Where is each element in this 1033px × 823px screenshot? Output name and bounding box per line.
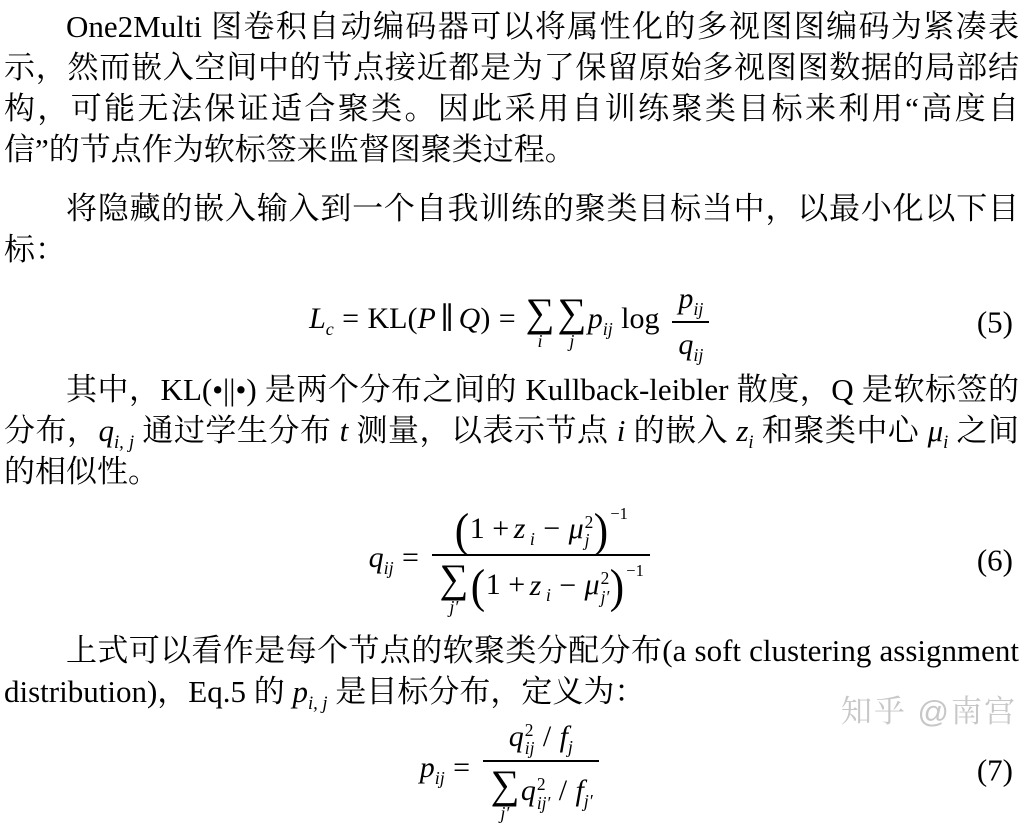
eq5-frac-num: p	[678, 282, 694, 315]
sigma-icon: ∑	[525, 290, 555, 336]
right-paren-icon: )	[610, 560, 625, 614]
eq7-den-sum-limit: j′	[500, 802, 510, 823]
eq5-log: log	[621, 302, 660, 336]
eq7-equals: =	[453, 750, 471, 784]
eq6-den-mu-supsub	[601, 569, 610, 606]
p3-text-2: 通过学生分布	[134, 413, 340, 448]
paragraph-3	[4, 369, 1019, 492]
eq7-body	[419, 719, 603, 823]
eq6-num-z: z	[513, 511, 526, 545]
eq6-den-z: z	[529, 568, 542, 602]
p3-text-6: 之间的相似性。	[4, 413, 1020, 489]
eq7-den-q-sub: ij′	[536, 792, 551, 813]
eq6-q-sub: ij	[383, 557, 394, 578]
eq6-q: q	[368, 540, 384, 574]
sigma-icon: ∑	[439, 556, 469, 602]
p4-text-2: 是目标分布，定义为：	[327, 673, 646, 709]
eq7-den-q-sup: 2	[536, 774, 546, 795]
eq7-den-q: q	[520, 774, 536, 808]
eq6-den-inverse: −1	[626, 560, 644, 580]
eq6-equals: =	[402, 540, 419, 574]
eq5-fraction	[672, 280, 709, 363]
eq6-num-mu-sup: 2	[584, 511, 594, 532]
eq6-num-inverse: −1	[610, 504, 628, 523]
p3-text-4: 的嵌入	[625, 413, 737, 448]
p3-var-mu: μ	[927, 413, 944, 448]
p3-var-q: q	[98, 413, 114, 448]
eq5-frac-den-sub: ij	[693, 344, 704, 365]
eq5-KL: KL(	[367, 302, 418, 336]
left-paren-icon: (	[454, 503, 469, 557]
eq7-den-sum	[490, 762, 520, 823]
eq7-den-f-sub: j′	[583, 791, 593, 812]
p3-text-1: 其中，KL(•||•) 是两个分布之间的 Kullback-leibler 散度，Q 是软标签的分布，	[4, 372, 1019, 448]
paragraph-1: One2Multi 图卷积自动编码器可以将属性化的多视图图编码为紧凑表示，然而嵌入空间中的节点接近都是为了保留原始多视图图数据的局部结构，可能无法保证适合聚类。因此采用自训练聚类目标来利用“高度自信”的节点作为软标签来监督图聚类过程。	[4, 9, 1019, 167]
eq5-parallel: ∥	[440, 302, 455, 336]
eq6-den-mu-sub: j′	[600, 586, 610, 607]
p3-var-z: z	[736, 413, 749, 448]
paragraph-2: 将隐藏的嵌入输入到一个自我训练的聚类目标当中，以最小化以下目标：	[4, 191, 1019, 267]
eq7-den-slash: /	[558, 774, 568, 808]
equation-6	[4, 504, 1019, 616]
p3-var-i: i	[616, 413, 626, 448]
eq6-den-sum	[439, 556, 469, 617]
eq6-num-mu: μ	[568, 511, 584, 545]
eq6-num-oneplus: 1 +	[469, 511, 510, 545]
p3-var-mu-sub: i	[943, 432, 949, 454]
eq6-body	[368, 503, 655, 617]
sigma-icon: ∑	[557, 290, 587, 336]
eq6-number: (6)	[976, 542, 1013, 578]
eq6-den-sum-limit: j′	[449, 596, 459, 617]
sigma-icon: ∑	[490, 762, 520, 808]
eq5-body	[309, 282, 714, 365]
eq6-num-minus: −	[543, 511, 561, 545]
eq5-rparen: )	[480, 302, 491, 336]
eq5-sum-j-limit: j	[569, 330, 575, 351]
eq5-p: p	[587, 302, 603, 336]
left-paren-icon: (	[470, 560, 485, 614]
p4-var-p-sub: i, j	[307, 693, 328, 715]
eq5-frac-den: q	[678, 327, 694, 361]
eq6-den-mu: μ	[584, 568, 600, 602]
eq7-num-q-sub: ij	[524, 738, 535, 759]
eq5-frac-num-sub: ij	[693, 299, 704, 319]
eq5-equals-1: =	[342, 302, 360, 336]
eq7-den-q-supsub	[537, 775, 550, 812]
eq7-p: p	[419, 750, 435, 784]
eq6-num-mu-supsub	[585, 513, 594, 550]
p3-var-q-sub: i, j	[114, 432, 135, 454]
eq7-den-f: f	[575, 774, 584, 808]
eq5-L: L	[309, 302, 326, 336]
p3-text-5: 和聚类中心	[753, 413, 928, 448]
equation-5	[4, 280, 1019, 363]
eq5-Q: Q	[458, 302, 481, 336]
p3-text-3: 测量，以表示节点	[348, 413, 617, 448]
eq7-number: (7)	[976, 752, 1013, 788]
eq5-sum-i-limit: i	[537, 330, 543, 351]
eq5-L-sub: c	[325, 319, 334, 340]
eq7-num-f: f	[559, 719, 568, 753]
eq6-den-mu-sup: 2	[600, 568, 610, 589]
right-paren-icon: )	[594, 503, 609, 557]
eq7-p-sub: ij	[434, 767, 445, 788]
eq5-sum-i	[525, 290, 555, 351]
eq5-sum-j	[557, 290, 587, 351]
eq7-num-q-sup: 2	[524, 719, 534, 740]
equation-7	[4, 718, 1019, 822]
eq7-num-q: q	[508, 719, 524, 753]
eq6-num-z-sub: i	[529, 528, 535, 549]
eq7-num-f-sub: j	[567, 736, 573, 757]
eq6-den-oneplus: 1 +	[485, 568, 526, 602]
eq7-num-slash: /	[542, 719, 552, 753]
eq6-den-z-sub: i	[545, 585, 551, 606]
eq5-number: (5)	[976, 304, 1013, 339]
eq7-fraction	[483, 718, 599, 822]
eq5-P: P	[417, 302, 436, 336]
p4-var-p: p	[292, 673, 308, 709]
eq5-p-sub: ij	[602, 319, 613, 340]
eq6-den-minus: −	[559, 568, 577, 602]
eq5-equals-2: =	[498, 302, 516, 336]
p4-text-1: 上式可以看作是每个节点的软聚类分配分布(a soft clustering assignment distribution)，Eq.5 的	[4, 632, 1019, 709]
eq6-fraction	[432, 504, 650, 616]
eq6-num-mu-sub: j	[584, 530, 590, 551]
p3-var-t: t	[339, 413, 349, 448]
watermark: 知乎 @南宫	[840, 694, 1017, 729]
eq7-num-q-supsub	[525, 721, 535, 758]
p3-var-z-sub: i	[748, 432, 754, 454]
